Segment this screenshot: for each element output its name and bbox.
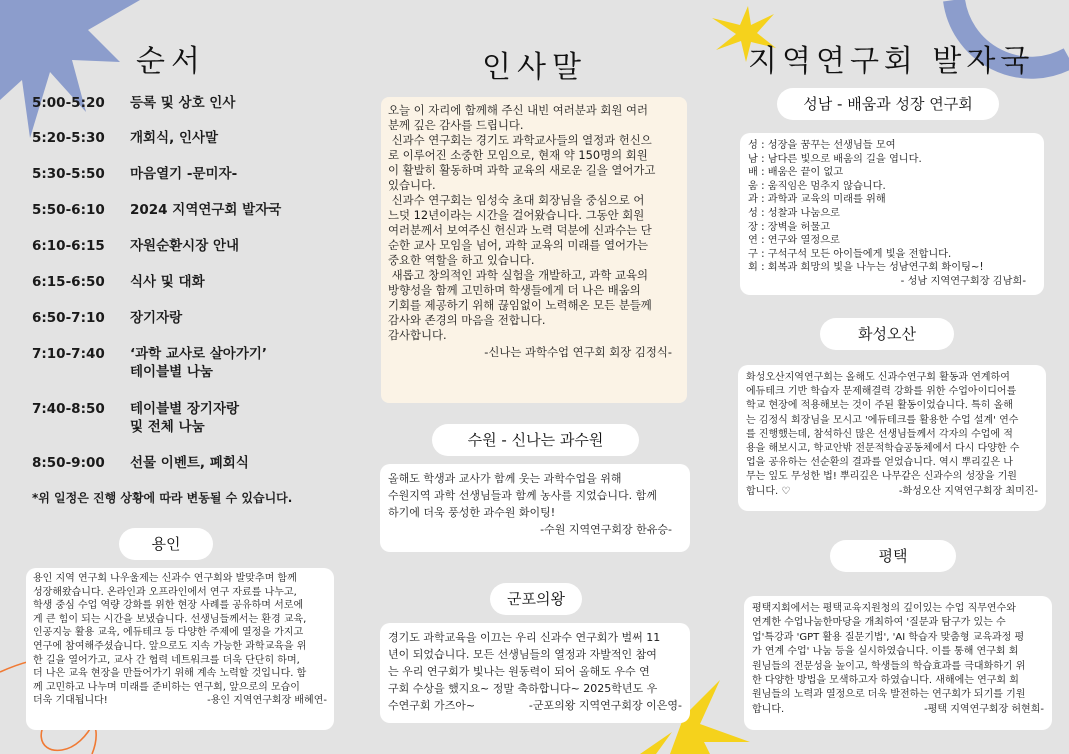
hwaseong-line: 합니다. ♡ [746, 485, 791, 497]
gunpo-title: 군포의왕 [490, 583, 582, 615]
seongnam-line: 남 : 남다른 빛으로 배움의 길을 엽니다. [748, 153, 922, 165]
seongnam-line: 성 : 성찰과 나눔으로 [748, 207, 840, 219]
seongnam-line: 성 : 성장을 꿈꾸는 선생님들 모여 [748, 140, 896, 151]
greeting-line: 신과수 연구회는 경기도 과학교사들의 열정과 헌신으 [388, 133, 652, 147]
greeting-line: 로 이루어진 소중한 모임으로, 현재 약 150명의 회원 [388, 148, 648, 162]
hwaseong-line: 용을 해보시고, 학교안밖 전문적학습공동체에서 다시 다양한 수 [746, 443, 1020, 455]
seongnam-line: 연 : 연구와 열정으로 [748, 235, 840, 247]
suwon-signature: -수원 지역연구회장 한유승- [540, 523, 672, 536]
hwaseong-line: 업을 공유하는 선순환의 결과를 얻었습니다. 역시 뿌리깊은 나 [746, 457, 1013, 469]
schedule-item: 7:10-7:40 ‘과학 교사로 살아가기’ 테이블별 나눔 [32, 346, 268, 380]
greeting-line: 여러분께서 보여주신 헌신과 노력 덕분에 신과수는 단 [388, 223, 652, 237]
seongnam-line: 과 : 과학과 교육의 미래를 위해 [748, 194, 886, 206]
seongnam-line: 장 : 장벽을 허물고 [748, 221, 831, 233]
yongin-line: 더 나은 교육 현장을 만들어가기 위해 계속 노력할 것입니다. 함 [33, 668, 307, 680]
yongin-line: 게 큰 힘이 되는 시간을 보냈습니다. 선생님들께서는 환경 교육, [33, 613, 307, 625]
greeting-line: 감사와 존경의 마음을 전합니다. [388, 313, 546, 327]
schedule-item: 7:40-8:50 테이블별 장기자랑 및 전체 나눔 [32, 401, 240, 435]
hwaseong-line: 에듀테크 기반 학습자 문제해결력 강화를 위한 수업아이디어를 [746, 386, 1017, 398]
pyeongtaek-line: 업'특강과 'GPT 활용 질문기법', 'AI 학습자 맞춤형 교육과정 평 [752, 631, 1025, 643]
hwaseong-title: 화성오산 [820, 318, 954, 350]
suwon-title: 수원 - 신나는 과수원 [432, 424, 639, 456]
seongnam-line: 움 : 움직임은 멈추지 않습니다. [748, 180, 886, 192]
suwon-line: 수원지역 과학 선생님들과 함께 농사를 지었습니다. 함께 [388, 489, 657, 502]
pyeongtaek-line: 한 다양한 방법을 모색하고자 하였습니다. 새해에는 연구회 회 [752, 675, 1019, 687]
yongin-line: 성장해왔습니다. 온라인과 오프라인에서 연구 자료를 나누고, [33, 586, 297, 598]
pyeongtaek-box [744, 596, 1052, 730]
yongin-line: 용인 지역 연구회 나우울제는 신과수 연구회와 발맞추며 함께 [33, 573, 297, 584]
suwon-line: 올해도 학생과 교사가 함께 웃는 과학수업을 위해 [388, 472, 622, 485]
schedule-item: 5:00-5:20 등록 및 상호 인사 [32, 95, 236, 111]
greeting-heading: 인사말 [482, 50, 587, 85]
blue-burst-icon [0, 0, 150, 140]
greeting-line: 신과수 연구회는 임성숙 초대 회장님을 중심으로 어 [388, 193, 645, 207]
yongin-line: 한 길을 열어가고, 교사 간 협력 네트워크를 더욱 단단히 하며, [33, 654, 300, 666]
gunpo-line: 구회 수상을 했지요~ 정말 축하합니다~ 2025학년도 우 [388, 682, 658, 695]
hwaseong-line: 화성오산지역연구회는 올해도 신과수연구회 활동과 연계하여 [746, 372, 1010, 383]
seongnam-title: 성남 - 배움과 성장 연구회 [777, 88, 999, 120]
gunpo-line: 경기도 과학교육을 이끄는 우리 신과수 연구회가 벌써 11 [388, 631, 661, 644]
schedule-item: 5:50-6:10 2024 지역연구회 발자국 [32, 202, 282, 218]
greeting-line: 순한 교사 모임을 넘어, 과학 교육의 미래를 열어가는 [388, 238, 649, 252]
yongin-title: 용인 [119, 528, 213, 560]
pyeongtaek-line: 원님들의 전문성을 높이고, 학생들의 학습효과를 극대화하기 위 [752, 660, 1026, 672]
gunpo-line: 는 우리 연구회가 빛나는 원동력이 되어 올해도 우수 연 [388, 665, 650, 678]
pyeongtaek-line: 연계한 수업나눔한마당을 개최하여 '질문과 탐구가 있는 수 [752, 617, 1006, 629]
schedule-item: 6:50-7:10 장기자랑 [32, 310, 183, 326]
seongnam-signature: - 성남 지역연구회장 김남희- [900, 275, 1026, 287]
hwaseong-box [738, 365, 1046, 511]
schedule-item: 5:20-5:30 개회식, 인사말 [32, 130, 219, 146]
hwaseong-line: 를 진행했는데, 참석하신 많은 선생님들께서 각자의 수업에 적 [746, 428, 1013, 440]
pyeongtaek-title: 평택 [830, 540, 956, 572]
greeting-line: 중요한 역할을 하고 있습니다. [388, 253, 535, 267]
hwaseong-line: 학교 현장에 적용해보는 것이 주된 활동이었습니다. 특히 올해 [746, 400, 1013, 412]
greeting-line: 이 활발히 활동하며 과학 교육의 새로운 길을 열어가고 [388, 163, 656, 177]
seongnam-line: 배 : 배움은 끝이 없고 [748, 167, 844, 179]
yongin-line: 학생 중심 수업 역량 강화를 위한 현장 사례를 공유하며 서로에 [33, 600, 304, 612]
greeting-line: 느덧 12년이라는 시간을 걸어왔습니다. 그동안 회원 [388, 208, 645, 222]
schedule-item: 8:50-9:00 선물 이벤트, 폐회식 [32, 455, 249, 471]
pyeongtaek-line: 원님들의 노력과 열정으로 더욱 발전하는 연구회가 되기를 기원 [752, 689, 1026, 701]
schedule-heading: 순서 [136, 44, 206, 79]
schedule-item: 5:30-5:50 마음열기 -문미자- [32, 166, 238, 182]
greeting-line: 있습니다. [388, 178, 436, 192]
gunpo-line: 년이 되었습니다. 모든 선생님들의 열정과 자발적인 참여 [388, 648, 657, 661]
greeting-box [381, 97, 687, 403]
greeting-line: 오늘 이 자리에 함께해 주신 내빈 여러분과 회원 여러 [388, 103, 649, 117]
gunpo-box [380, 623, 690, 723]
yongin-signature: -용인 지역연구회장 배혜연- [207, 695, 327, 707]
greeting-line: 기회를 제공하기 위해 끊임없이 노력해온 모든 분들께 [388, 298, 652, 312]
hwaseong-signature: -화성오산 지역연구회장 최미진- [898, 485, 1038, 497]
suwon-box [380, 464, 690, 552]
suwon-line: 하기에 더욱 풍성한 과수원 화이팅! [388, 506, 556, 519]
greeting-line: 방향성을 함께 고민하며 학생들에게 더 나은 배움의 [388, 283, 641, 297]
yongin-line: 더욱 기대됩니다! [33, 695, 108, 707]
yongin-line: 인공지능 활용 교육, 에듀테크 등 다양한 주제에 열정을 가지고 [33, 627, 304, 639]
launch-heading: 지역연구회 발자국 [748, 44, 1035, 79]
gunpo-line: 수연구회 가즈아~ [388, 699, 476, 712]
schedule-note: *위 일정은 진행 상황에 따라 변동될 수 있습니다. [32, 491, 293, 505]
seongnam-line: 회 : 회복과 희망의 빛을 나누는 성남연구회 화이팅~! [748, 262, 984, 274]
hwaseong-line: 는 김정식 회장님을 모시고 '에듀테크를 활용한 수업 설계' 연수 [746, 414, 1019, 426]
yongin-line: 연구에 참여해주셨습니다. 앞으로도 지속 가능한 과학교육을 위 [33, 640, 307, 652]
pyeongtaek-line: 가 연계 수업' 나눔 등을 실시하였습니다. 이를 통해 연구회 회 [752, 646, 1019, 658]
greeting-signature: -신나는 과학수업 연구회 회장 김정식- [484, 345, 672, 359]
schedule-item: 6:15-6:50 식사 및 대화 [32, 274, 205, 290]
seongnam-box [740, 133, 1044, 295]
yongin-line: 께 고민하고 나누며 미래를 준비하는 연구회, 앞으로의 모습이 [33, 681, 300, 693]
seongnam-line: 구 : 구석구석 모든 아이들에게 빛을 전합니다. [748, 248, 952, 260]
gunpo-signature: -군포의왕 지역연구회장 이은영- [528, 699, 682, 712]
greeting-line: 새롭고 창의적인 과학 실험을 개발하고, 과학 교육의 [388, 268, 649, 282]
hwaseong-line: 무는 잎도 무성한 법! 뿌리깊은 나무같은 신과수의 성장을 기원 [746, 471, 1017, 483]
pyeongtaek-line: 합니다. [752, 703, 785, 715]
greeting-line: 분께 깊은 감사를 드립니다. [388, 118, 524, 132]
pyeongtaek-signature: -평택 지역연구회장 허현희- [924, 703, 1044, 715]
pyeongtaek-line: 평택지회에서는 평택교육지원청의 깊이있는 수업 직무연수와 [752, 603, 1016, 614]
schedule-item: 6:10-6:15 자원순환시장 안내 [32, 238, 240, 254]
yongin-box [26, 568, 334, 730]
greeting-line: 감사합니다. [388, 328, 447, 342]
